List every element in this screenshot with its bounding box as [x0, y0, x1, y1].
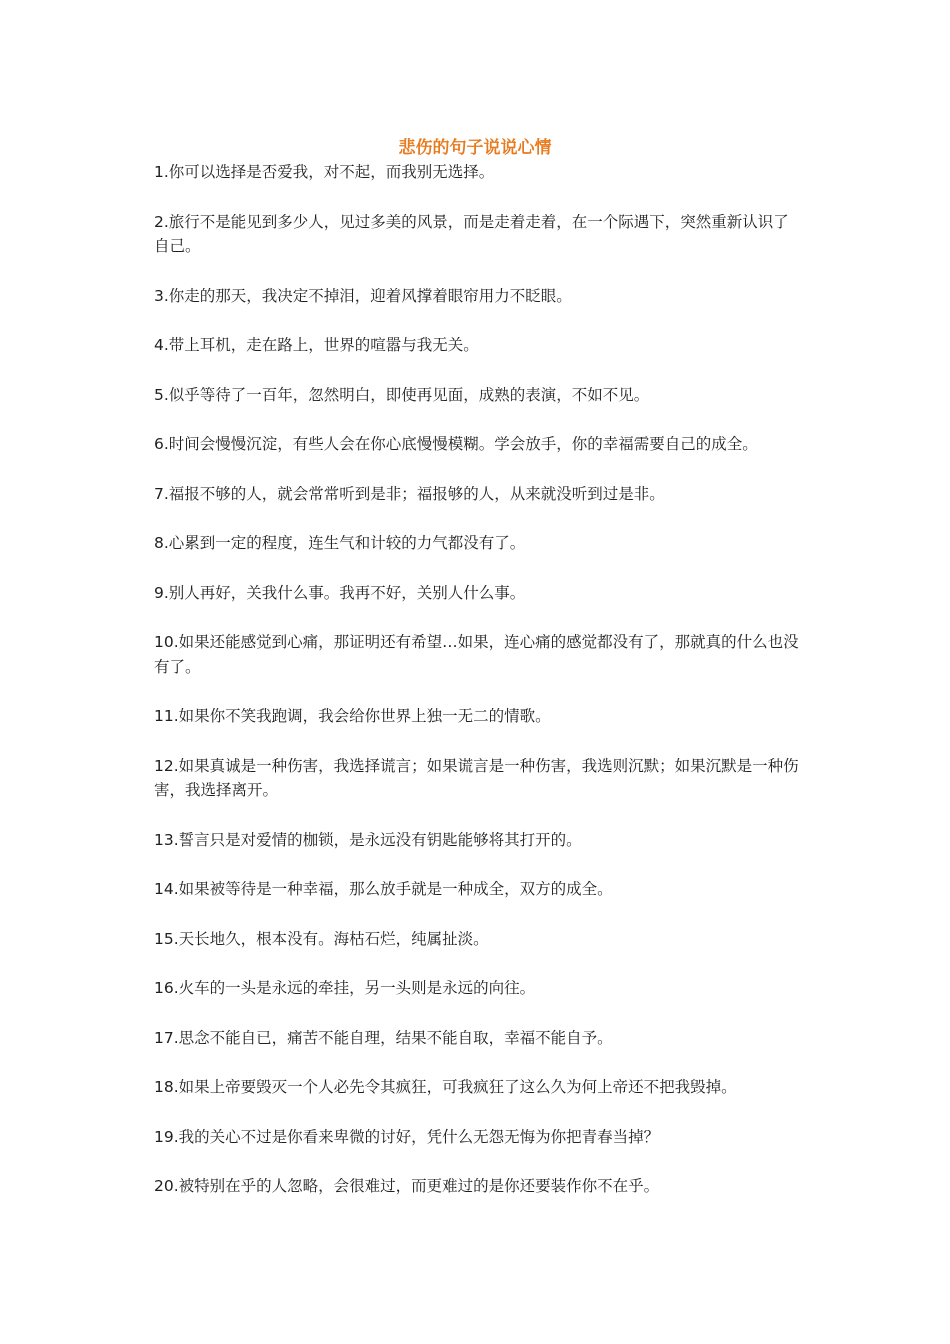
- sentence-number: 16.: [154, 979, 179, 997]
- sentence-item: [154, 284, 804, 309]
- sentence-text: 天长地久，根本没有。海枯石烂，纯属扯淡。: [178, 929, 489, 948]
- sentence-item: [154, 482, 804, 507]
- sentence-item: [154, 877, 804, 902]
- sentence-number: 12.: [154, 756, 179, 775]
- sentence-text: 心累到一定的程度，连生气和计较的力气都没有了。: [168, 534, 526, 552]
- sentence-text: 如果真诚是一种伤害，我选择谎言；如果谎言是一种伤害，我选则沉默；如果沉默是一种伤害，我选择离开。: [154, 756, 799, 799]
- sentence-number: 13.: [154, 830, 179, 849]
- sentence-item: [154, 630, 804, 679]
- sentence-item: [154, 1125, 804, 1150]
- sentence-text: 你可以选择是否爱我，对不起，而我别无选择。: [168, 163, 495, 181]
- sentence-item: [154, 1075, 804, 1100]
- sentence-item: [154, 1174, 804, 1199]
- sentence-number: 3.: [154, 286, 169, 305]
- sentence-text: 我的关心不过是你看来卑微的讨好，凭什么无怨无悔为你把青春当掉？: [178, 1127, 660, 1146]
- sentence-text: 别人再好，关我什么事。我再不好，关别人什么事。: [168, 583, 526, 602]
- sentence-number: 4.: [154, 336, 169, 354]
- sentence-item: [154, 1026, 804, 1051]
- sentence-text: 福报不够的人，就会常常听到是非；福报够的人，从来就没听到过是非。: [168, 484, 665, 503]
- sentence-number: 11.: [154, 707, 179, 725]
- sentence-text: 火车的一头是永远的牵挂，另一头则是永远的向往。: [178, 979, 536, 997]
- sentence-item: [154, 160, 804, 185]
- sentence-number: 14.: [154, 880, 179, 898]
- sentence-text: 被特别在乎的人忽略，会很难过，而更难过的是你还要装作你不在乎。: [178, 1177, 660, 1195]
- sentence-number: 17.: [154, 1028, 179, 1047]
- sentence-number: 7.: [154, 484, 169, 503]
- sentence-number: 18.: [154, 1078, 179, 1096]
- sentence-item: [154, 210, 804, 259]
- sentence-text: 如果还能感觉到心痛，那证明还有希望…如果，连心痛的感觉都没有了，那就真的什么也没有了。: [154, 633, 799, 676]
- sentence-item: [154, 432, 804, 457]
- sentence-number: 1.: [154, 163, 169, 181]
- sentence-text: 你走的那天，我决定不掉泪，迎着风撑着眼帘用力不眨眼。: [168, 286, 572, 305]
- sentence-text: 似乎等待了一百年，忽然明白，即使再见面，成熟的表演，不如不见。: [168, 385, 650, 404]
- sentence-number: 8.: [154, 534, 169, 552]
- sentence-item: [154, 581, 804, 606]
- sentence-item: [154, 333, 804, 358]
- sentence-text: 旅行不是能见到多少人，见过多美的风景，而是走着走着，在一个际遇下，突然重新认识了自己。: [154, 212, 789, 255]
- sentence-text: 如果被等待是一种幸福，那么放手就是一种成全，双方的成全。: [178, 880, 613, 898]
- sentence-item: [154, 927, 804, 952]
- sentence-text: 带上耳机，走在路上，世界的喧嚣与我无关。: [168, 336, 479, 354]
- sentence-number: 2.: [154, 212, 169, 231]
- sentence-number: 19.: [154, 1127, 179, 1146]
- sentence-item: [154, 531, 804, 556]
- sentence-text: 时间会慢慢沉淀，有些人会在你心底慢慢模糊。学会放手，你的幸福需要自己的成全。: [168, 435, 758, 453]
- sentence-text: 如果你不笑我跑调，我会给你世界上独一无二的情歌。: [178, 707, 551, 725]
- sentence-item: [154, 383, 804, 408]
- document-title: 悲伤的句子说说心情: [398, 138, 552, 158]
- sentence-number: 20.: [154, 1177, 179, 1195]
- sentence-text: 誓言只是对爱情的枷锁，是永远没有钥匙能够将其打开的。: [178, 830, 582, 849]
- sentence-number: 9.: [154, 583, 169, 602]
- sentence-number: 5.: [154, 385, 169, 404]
- sentence-item: [154, 828, 804, 853]
- sentence-list: [154, 160, 804, 1224]
- sentence-number: 6.: [154, 435, 169, 453]
- sentence-text: 思念不能自已，痛苦不能自理，结果不能自取，幸福不能自予。: [178, 1028, 613, 1047]
- sentence-number: 10.: [154, 633, 179, 651]
- sentence-item: [154, 754, 804, 803]
- sentence-item: [154, 704, 804, 729]
- sentence-number: 15.: [154, 929, 179, 948]
- sentence-item: [154, 976, 804, 1001]
- sentence-text: 如果上帝要毁灭一个人必先令其疯狂，可我疯狂了这么久为何上帝还不把我毁掉。: [178, 1078, 737, 1096]
